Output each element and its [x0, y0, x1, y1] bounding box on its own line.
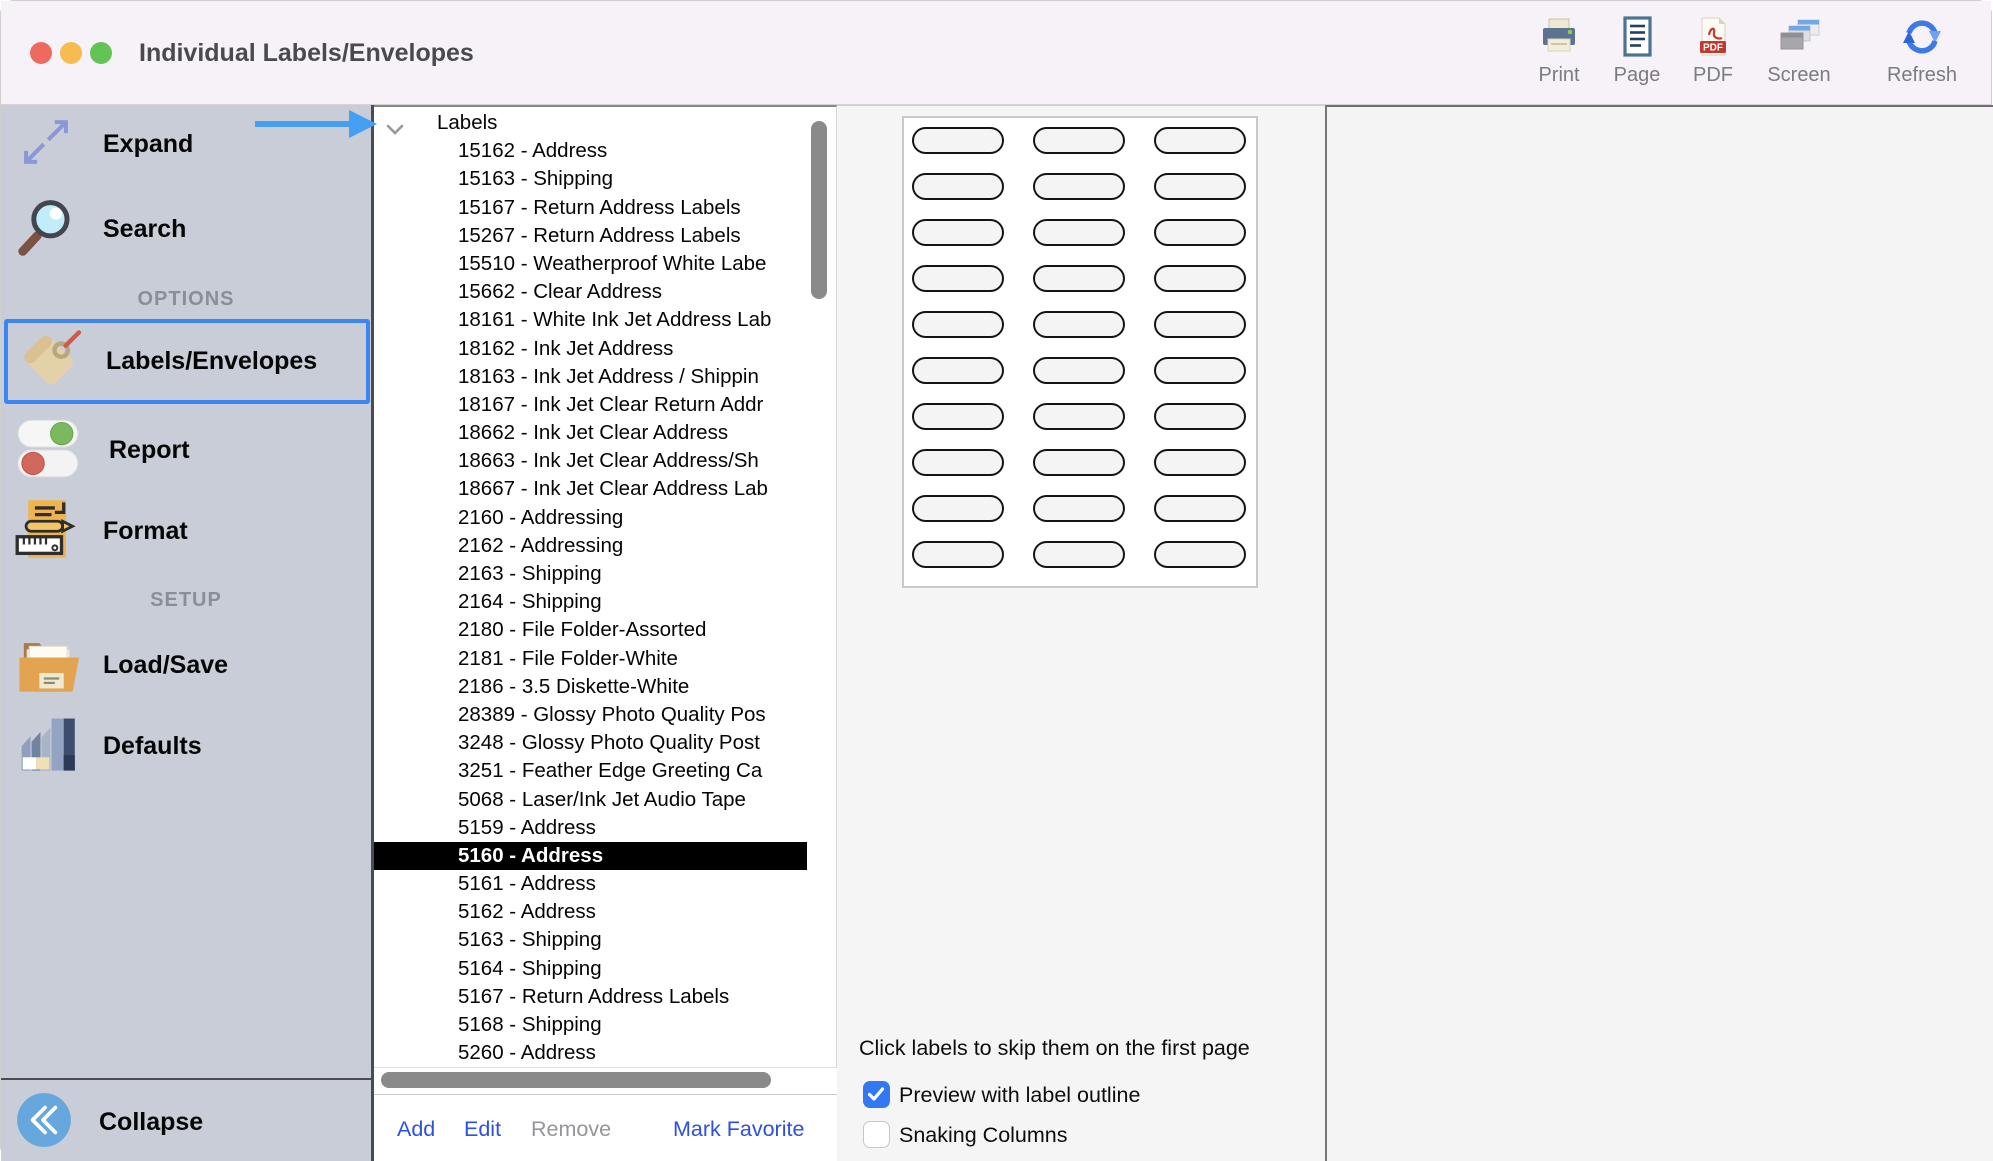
label-cell[interactable]: [1154, 403, 1246, 430]
label-cell[interactable]: [912, 541, 1004, 568]
screen-button-label: Screen: [1767, 64, 1831, 86]
list-item[interactable]: 5163 - Shipping: [458, 928, 602, 952]
label-cell[interactable]: [912, 449, 1004, 476]
svg-text:PDF: PDF: [1703, 42, 1723, 54]
checkmark-icon: [864, 1082, 888, 1106]
list-item[interactable]: 15662 - Clear Address: [458, 280, 662, 304]
sidebar-item-labels-envelopes[interactable]: [4, 319, 370, 404]
list-item[interactable]: 5167 - Return Address Labels: [458, 984, 730, 1008]
sidebar-item-label: Labels/Envelopes: [106, 347, 318, 375]
sidebar-item-load-save[interactable]: [1, 628, 371, 702]
label-cell[interactable]: [1033, 541, 1125, 568]
label-sheet-preview: [902, 116, 1258, 588]
label-cell[interactable]: [912, 311, 1004, 338]
list-item[interactable]: 2162 - Addressing: [458, 533, 624, 557]
screen-button[interactable]: [1747, 13, 1851, 99]
label-cell[interactable]: [1033, 311, 1125, 338]
toggles-icon: [15, 417, 83, 484]
sidebar-item-search[interactable]: [1, 192, 371, 266]
list-item[interactable]: 2160 - Addressing: [458, 505, 624, 529]
chevron-down-icon[interactable]: [386, 116, 404, 144]
sidebar-item-label: Defaults: [103, 731, 202, 760]
sidebar-section-options: OPTIONS: [137, 288, 235, 310]
list-item[interactable]: 18667 - Ink Jet Clear Address Lab: [458, 477, 768, 501]
zoom-window-button[interactable]: [90, 42, 112, 64]
sidebar-item-label: Load/Save: [103, 650, 229, 679]
list-item[interactable]: 5164 - Shipping: [458, 956, 602, 980]
list-item[interactable]: 5159 - Address: [458, 815, 596, 839]
label-cell[interactable]: [1033, 495, 1125, 522]
pdf-button-label: PDF: [1693, 64, 1733, 86]
remove-button[interactable]: Remove: [531, 1117, 612, 1141]
preview-outline-checkbox[interactable]: [863, 1081, 890, 1108]
page-icon: [1615, 13, 1659, 61]
screen-windows-icon: [1776, 13, 1822, 61]
preview-outline-checkbox-label[interactable]: Preview with label outline: [899, 1083, 1141, 1107]
sidebar-item-label: Format: [103, 516, 188, 545]
label-cell[interactable]: [1154, 311, 1246, 338]
folder-icon: [15, 632, 77, 699]
label-cell[interactable]: [1033, 449, 1125, 476]
list-item[interactable]: 5068 - Laser/Ink Jet Audio Tape: [458, 787, 746, 811]
sidebar-divider: [1, 1078, 371, 1080]
label-cell[interactable]: [1033, 219, 1125, 246]
list-item[interactable]: 15162 - Address: [458, 139, 608, 163]
label-cell[interactable]: [1033, 173, 1125, 200]
label-list-panel: [374, 105, 837, 1094]
sidebar-item-format[interactable]: [1, 494, 371, 568]
list-item[interactable]: 2163 - Shipping: [458, 562, 602, 585]
label-cell[interactable]: [1154, 449, 1246, 476]
sidebar-item-report[interactable]: [1, 413, 371, 487]
label-cell[interactable]: [1033, 127, 1125, 154]
title-bar: [1, 1, 1991, 105]
label-cell[interactable]: [1154, 495, 1246, 522]
sidebar-item-label: Expand: [103, 129, 194, 158]
search-icon: [15, 196, 77, 263]
annotation-arrow-icon: [247, 105, 381, 148]
sidebar-item-collapse[interactable]: [1, 1085, 371, 1159]
label-cell[interactable]: [912, 265, 1004, 292]
list-item[interactable]: 2186 - 3.5 Diskette-White: [458, 674, 690, 698]
collapse-chevrons-icon: [15, 1091, 73, 1154]
page-button-label: Page: [1613, 64, 1661, 86]
label-cell[interactable]: [912, 403, 1004, 430]
sidebar-item-label: Report: [109, 435, 190, 464]
list-item[interactable]: 2181 - File Folder-White: [458, 646, 678, 670]
sidebar-item-label: Collapse: [99, 1107, 204, 1136]
list-item[interactable]: 15510 - Weatherproof White Labe: [458, 251, 767, 275]
refresh-button[interactable]: [1870, 13, 1974, 99]
list-item[interactable]: 5161 - Address: [458, 872, 596, 896]
list-item[interactable]: 5260 - Address: [458, 1041, 596, 1065]
sidebar-section-setup: SETUP: [150, 589, 222, 611]
label-cell[interactable]: [1033, 265, 1125, 292]
label-cell[interactable]: [912, 495, 1004, 522]
list-item[interactable]: 15267 - Return Address Labels: [458, 223, 741, 247]
output-panel: [1327, 105, 1993, 1161]
tree-root-labels[interactable]: [374, 109, 807, 137]
list-item[interactable]: 18163 - Ink Jet Address / Shippin: [458, 364, 759, 388]
label-cell[interactable]: [1154, 541, 1246, 568]
vertical-scrollbar-thumb[interactable]: [811, 121, 827, 299]
label-cell[interactable]: [1154, 265, 1246, 292]
tag-icon: [18, 328, 80, 395]
list-item[interactable]: 28389 - Glossy Photo Quality Pos: [458, 702, 766, 726]
snaking-columns-checkbox[interactable]: [863, 1121, 890, 1148]
sidebar: [1, 105, 374, 1161]
label-cell[interactable]: [1154, 357, 1246, 384]
print-button-label: Print: [1538, 64, 1580, 86]
list-item[interactable]: 18162 - Ink Jet Address: [458, 336, 674, 360]
pdf-icon: [1691, 13, 1735, 61]
refresh-button-label: Refresh: [1886, 64, 1958, 86]
list-item[interactable]: 18161 - White Ink Jet Address Lab: [458, 308, 772, 332]
list-item[interactable]: 3251 - Feather Edge Greeting Ca: [458, 759, 763, 783]
add-button[interactable]: Add: [397, 1117, 436, 1141]
list-item[interactable]: 2164 - Shipping: [458, 590, 602, 614]
close-window-button[interactable]: [30, 42, 52, 64]
edit-button[interactable]: Edit: [464, 1117, 502, 1141]
factory-icon: [15, 713, 77, 780]
preview-caption: Click labels to skip them on the first page: [859, 1036, 1250, 1060]
list-item[interactable]: 2180 - File Folder-Assorted: [458, 618, 707, 642]
window-title: Individual Labels/Envelopes: [139, 39, 474, 67]
format-document-icon: [15, 498, 77, 565]
list-item[interactable]: 15167 - Return Address Labels: [458, 195, 741, 219]
sidebar-item-defaults[interactable]: [1, 709, 371, 783]
label-cell[interactable]: [912, 173, 1004, 200]
label-grid: [912, 127, 1246, 568]
minimize-window-button[interactable]: [60, 42, 82, 64]
list-item[interactable]: 18167 - Ink Jet Clear Return Addr: [458, 392, 764, 416]
label-cell[interactable]: [1154, 173, 1246, 200]
label-cell[interactable]: [912, 127, 1004, 154]
mark-favorite-button[interactable]: Mark Favorite: [673, 1117, 805, 1141]
sidebar-item-label: Search: [103, 214, 187, 243]
list-item[interactable]: 15163 - Shipping: [458, 167, 614, 191]
label-cell[interactable]: [912, 219, 1004, 246]
tree-root-label: Labels: [437, 111, 498, 134]
list-item[interactable]: 3248 - Glossy Photo Quality Post: [458, 731, 760, 755]
list-item[interactable]: 18662 - Ink Jet Clear Address: [458, 421, 729, 445]
label-cell[interactable]: [1154, 127, 1246, 154]
snaking-columns-checkbox-label[interactable]: Snaking Columns: [899, 1123, 1068, 1147]
label-list-rows: [374, 109, 807, 1069]
horizontal-scrollbar-thumb[interactable]: [381, 1072, 771, 1088]
list-item[interactable]: 5160 - Address: [374, 842, 807, 870]
list-item[interactable]: 18663 - Ink Jet Clear Address/Sh: [458, 449, 759, 473]
refresh-icon: [1900, 13, 1944, 61]
label-cell[interactable]: [1154, 219, 1246, 246]
printer-icon: [1537, 13, 1581, 61]
label-cell[interactable]: [912, 357, 1004, 384]
label-cell[interactable]: [1033, 357, 1125, 384]
list-item[interactable]: 5162 - Address: [458, 900, 596, 924]
list-item[interactable]: 5168 - Shipping: [458, 1013, 602, 1036]
label-cell[interactable]: [1033, 403, 1125, 430]
expand-arrows-icon: [15, 111, 77, 178]
